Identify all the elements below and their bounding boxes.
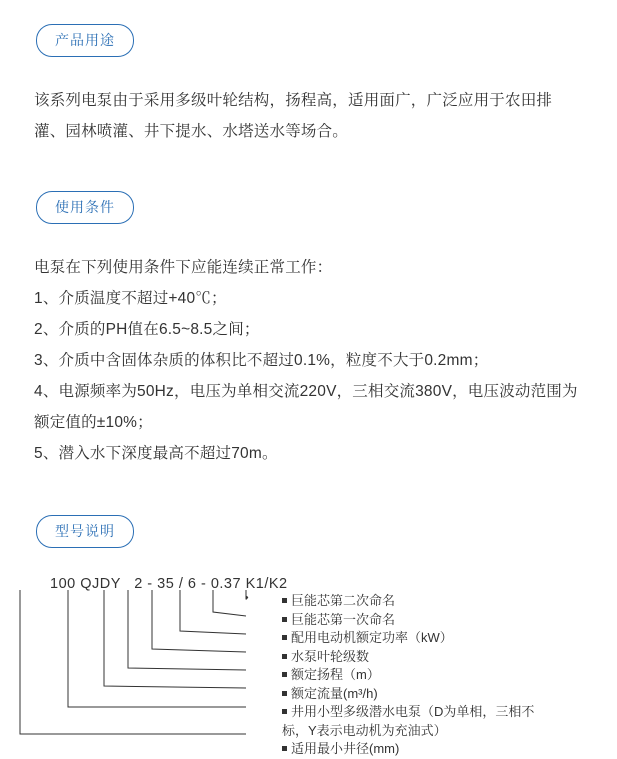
bullet-icon — [282, 672, 287, 677]
section-tag-row-conditions — [0, 147, 617, 224]
model-label-2: 巨能芯第一次命名 — [282, 611, 552, 630]
model-label-8: 适用最小井径(mm) — [282, 740, 552, 759]
model-label-5: 额定扬程（m） — [282, 666, 552, 685]
bullet-icon — [282, 691, 287, 696]
model-code-string: 100 QJDY 2 - 35 / 6 - 0.37 K1/K2 — [50, 576, 288, 592]
bullet-icon — [282, 654, 287, 659]
conditions-item-2: 2、介质的PH值在6.5~8.5之间； — [34, 321, 260, 338]
section-tag-row-usage — [0, 0, 617, 57]
model-label-4: 水泵叶轮级数 — [282, 648, 552, 667]
model-code-diagram — [0, 576, 617, 756]
conditions-intro: 电泵在下列使用条件下应能连续正常工作： — [34, 259, 333, 276]
conditions-item-3: 3、介质中含固体杂质的体积比不超过0.1%，粒度不大于0.2mm； — [34, 352, 489, 369]
model-code-labels — [282, 592, 552, 759]
model-label-6: 额定流量(m³/h) — [282, 685, 552, 704]
bullet-icon — [282, 635, 287, 640]
bullet-icon — [282, 746, 287, 751]
bullet-icon — [282, 709, 287, 714]
section-tag-product-usage: 产品用途 — [36, 24, 134, 57]
bullet-icon — [282, 617, 287, 622]
usage-text: 该系列电泵由于采用多级叶轮结构，扬程高，适用面广，广泛应用于农田排灌、园林喷灌、井下提水、水塔送水等场合。 — [34, 92, 553, 140]
conditions-item-5: 5、潜入水下深度最高不超过70m。 — [34, 445, 278, 462]
product-usage-paragraph — [0, 85, 617, 147]
section-tag-model-description: 型号说明 — [36, 515, 134, 548]
bullet-icon — [282, 598, 287, 603]
usage-conditions-block — [0, 252, 617, 469]
conditions-item-4: 4、电源频率为50Hz，电压为单相交流220V，三相交流380V，电压波动范围为额定值的±10%； — [34, 383, 578, 431]
model-label-1: 巨能芯第二次命名 — [282, 592, 552, 611]
section-tag-row-model — [0, 469, 617, 548]
model-label-7: 井用小型多级潜水电泵（D为单相，三相不标，Y表示电动机为充油式） — [282, 704, 535, 738]
model-label-3: 配用电动机额定功率（kW） — [282, 629, 552, 648]
section-tag-usage-conditions: 使用条件 — [36, 191, 134, 224]
conditions-item-1: 1、介质温度不超过+40℃； — [34, 290, 227, 307]
